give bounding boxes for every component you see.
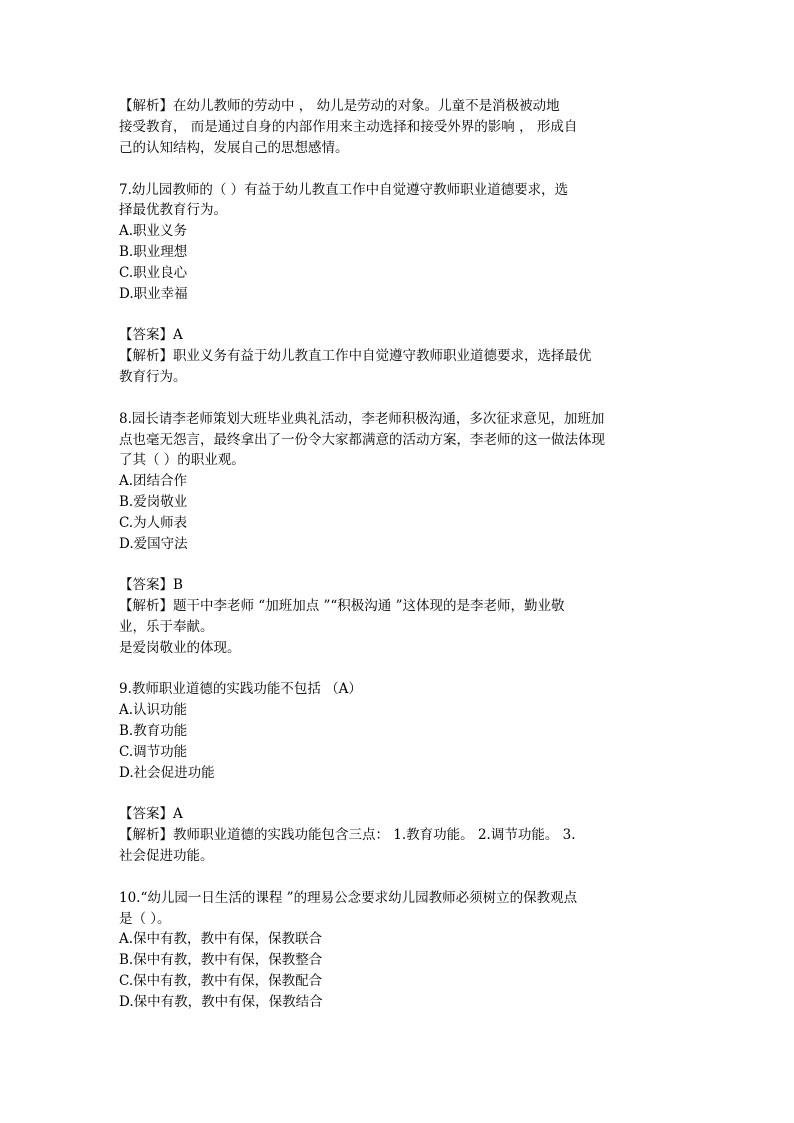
q7-explanation-line-2: 教育行为。 [119, 369, 187, 385]
q7-explanation-line-1: 【解析】职业义务有益于幼儿教直工作中自觉遵守教师职业道德要求，选择最优 [119, 348, 592, 364]
q7-answer: 【答案】A [119, 327, 183, 343]
q9-option-b: B.教育功能 [119, 723, 188, 739]
q6-explanation-line-1: 【解析】在幼儿教师的劳动中 ， 幼儿是劳动的对象。儿童不是消极被动地 [119, 98, 560, 114]
q8-option-c: C.为人师表 [119, 515, 188, 531]
q10-option-c: C.保中有教，教中有保，保教配合 [119, 973, 323, 989]
q10-stem-line-2: 是（ ）。 [119, 911, 171, 927]
q7-option-c: C.职业良心 [119, 265, 188, 281]
q10-stem-line-1: 10.“幼儿园一日生活的课程 ”的理易公念要求幼儿园教师必须树立的保教观点 [119, 890, 578, 906]
q7-option-d: D.职业幸福 [119, 286, 188, 302]
q8-answer: 【答案】B [119, 577, 183, 593]
q9-explanation-line-2: 社会促进功能。 [119, 848, 214, 864]
q8-explanation-line-3: 是爱岗敬业的体现。 [119, 640, 241, 656]
q8-stem-line-1: 8.园长请李老师策划大班毕业典礼活动，李老师积极沟通，多次征求意见，加班加 [119, 411, 605, 427]
q8-stem-line-3: 了其（ ）的职业观。 [119, 452, 245, 468]
q9-stem: 9.教师职业道德的实践功能不包括 （A） [119, 681, 362, 697]
q8-stem-line-2: 点也毫无怨言，最终拿出了一份令大家都满意的活动方案，李老师的这一做法体现 [119, 432, 605, 448]
q9-option-d: D.社会促进功能 [119, 765, 215, 781]
q10-option-a: A.保中有教，教中有保，保教联合 [119, 931, 323, 947]
q8-explanation-line-2: 业，乐于奉献。 [119, 619, 214, 635]
q8-explanation-line-1: 【解析】题干中李老师 “加班加点 ”“积极沟通 ”这体现的是李老师，勤业敬 [119, 598, 565, 614]
q7-option-a: A.职业义务 [119, 223, 188, 239]
q8-option-a: A.团结合作 [119, 473, 188, 489]
q8-option-b: B.爱岗敬业 [119, 494, 188, 510]
q6-explanation-line-3: 己的认知结构，发展自己的思想感情。 [119, 140, 349, 156]
q7-option-b: B.职业理想 [119, 244, 188, 260]
q8-option-d: D.爱国守法 [119, 536, 188, 552]
q10-option-d: D.保中有教，教中有保，保教结合 [119, 994, 323, 1010]
q9-explanation-line-1: 【解析】教师职业道德的实践功能包含三点： 1.教育功能。 2.调节功能。 3. [119, 827, 576, 843]
q9-answer: 【答案】A [119, 806, 183, 822]
q7-stem-line-2: 择最优教育行为。 [119, 202, 227, 218]
q10-option-b: B.保中有教，教中有保，保教整合 [119, 952, 323, 968]
q9-option-c: C.调节功能 [119, 744, 188, 760]
q9-option-a: A.认识功能 [119, 702, 188, 718]
q6-explanation-line-2: 接受教育， 而是通过自身的内部作用来主动选择和接受外界的影响 ， 形成自 [119, 119, 578, 135]
q7-stem-line-1: 7.幼儿园教师的（ ）有益于幼儿教直工作中自觉遵守教师职业道德要求，选 [119, 182, 569, 198]
